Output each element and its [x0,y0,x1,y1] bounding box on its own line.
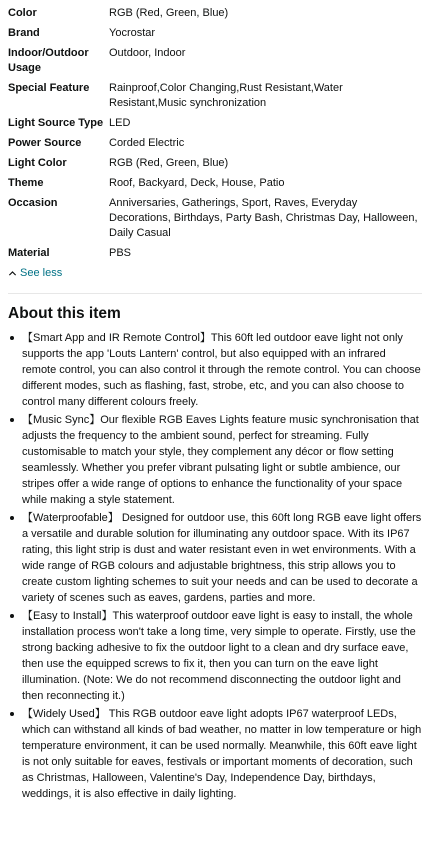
spec-key: Occasion [8,197,58,209]
product-specs-table [0,0,430,281]
spec-value: Anniversaries, Gatherings, Sport, Raves, Everyday Decorations, Birthdays, Party Bash, Christmas Day, Halloween, Daily Casual [109,197,418,239]
spec-key: Color [8,7,37,19]
chevron-up-icon [8,269,17,278]
bullet-dot-icon [10,418,14,422]
spec-row-brand [8,26,422,41]
bullet-text: 【Easy to Install】This waterproof outdoor eave light is easy to install, the whole installation process won't take a long time, very simple to operate. Firstly, use the strong backing adhesive to fix the outdoor light to a clean and dry surface eave, then use the equipped screws to fix it, then you can turn on the eave light illumination. (Note: We do not recommend disconnecting the outdoor light and then reconnecting it.) [22,610,416,702]
bullet-dot-icon [10,614,14,618]
spec-value: Corded Electric [109,137,185,149]
spec-value: Outdoor, Indoor [109,47,186,59]
spec-value: RGB (Red, Green, Blue) [109,157,229,169]
about-title: About this item [8,305,121,322]
spec-row-special-feature [8,81,422,111]
bullet-dot-icon [10,712,14,716]
spec-value: LED [109,117,131,129]
spec-row-occasion [8,196,422,241]
spec-value: Roof, Backyard, Deck, House, Patio [109,177,285,189]
bullet-dot-icon [10,336,14,340]
feature-bullet-list [8,330,422,802]
list-item [8,412,422,508]
spec-value: Yocrostar [109,27,156,39]
bullet-dot-icon [10,516,14,520]
spec-value: PBS [109,247,132,259]
section-divider [8,293,422,294]
see-less-label: See less [20,267,63,279]
list-item [8,330,422,410]
spec-key: Light Source Type [8,117,104,129]
bullet-text: 【Widely Used】 This RGB outdoor eave light adopts IP67 waterproof LEDs, which can withstand all kinds of bad weather, no matter in low temperature or high temperature environment, it can be used normally. Meanwhile, this 60ft eave light is not only suitable for eaves, festivals or important moments of decoration, such as Christmas, Halloween, Valentine's Day, Independence Day, birthdays, weddings, it is also effective in daily lighting. [22,708,422,800]
spec-row-indoor-outdoor-usage [8,46,422,76]
spec-key: Indoor/Outdoor Usage [8,47,89,74]
spec-key: Material [8,247,50,259]
spec-key: Light Color [8,157,67,169]
spec-key: Theme [8,177,44,189]
spec-row-light-color [8,156,422,171]
spec-key: Special Feature [8,82,90,94]
spec-key: Power Source [8,137,82,149]
list-item [8,510,422,606]
list-item [8,706,422,802]
spec-row-color [8,6,422,21]
see-less-link[interactable] [8,266,422,281]
spec-value: Rainproof,Color Changing,Rust Resistant,Water Resistant,Music synchronization [109,82,343,109]
spec-row-theme [8,176,422,191]
spec-value: RGB (Red, Green, Blue) [109,7,229,19]
bullet-text: 【Music Sync】Our flexible RGB Eaves Lights feature music synchronisation that adjusts the frequency to the ambient sound, perfect for streaming. Fully customisable to match your style, they complement any décor or flow setting seamlessly. Whether you prefer vibrant pulsating light or subtle ambience, our stripes offer a wide range of options to enhance the functionality of your space while making a style statement. [22,414,419,506]
bullet-text: 【Smart App and IR Remote Control】This 60ft led outdoor eave light not only supports the app 'Louts Lantern' control, but also equipped with an infrared remote control, you can also control it through the remote control. You can choose different modes, such as flashing, fast, strobe, etc, and you can also choose to control many different colours freely. [22,332,421,408]
spec-row-power-source [8,136,422,151]
spec-row-material [8,246,422,261]
about-this-item-section [0,304,430,802]
list-item [8,608,422,704]
spec-key: Brand [8,27,40,39]
spec-row-light-source-type [8,116,422,131]
bullet-text: 【Waterproofable】 Designed for outdoor use, this 60ft long RGB eave light offers a versatile and durable solution for illuminating any outdoor space. With its IP67 rating, this light strip is dust and water resistant even in wet environments. With a wide range of RGB colours and adjustable brightness, this strip allows you to create custom lighting schemes to suit your needs and can be used to decorate a variety of scenes such as eaves, gardens, parties and more. [22,512,422,604]
